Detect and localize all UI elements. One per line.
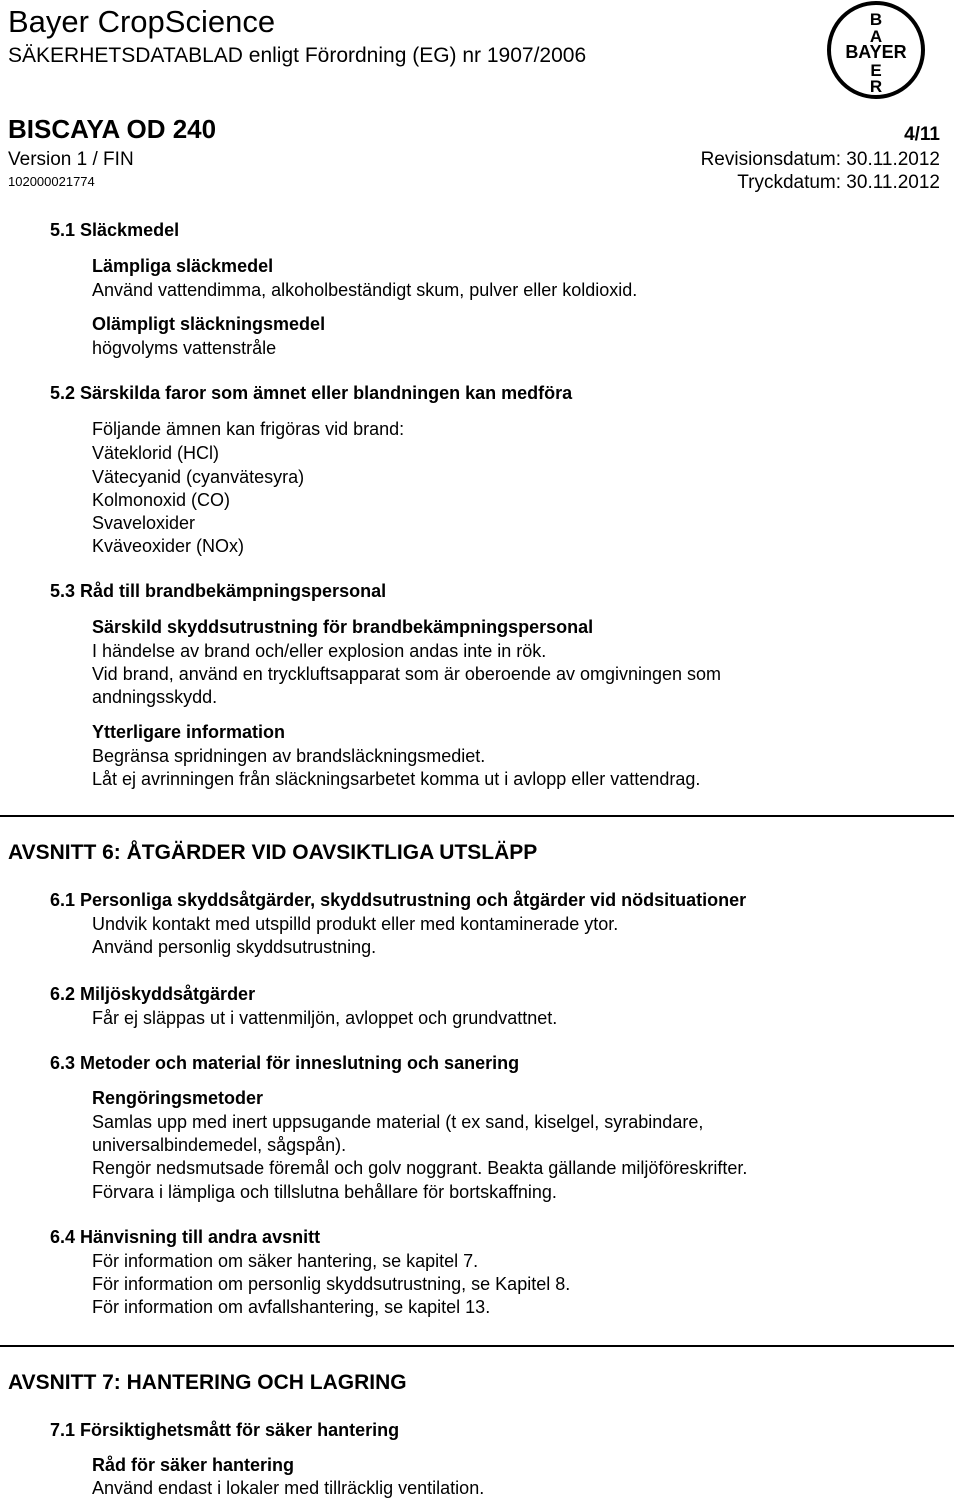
section-6-2-heading: 6.2 Miljöskyddsåtgärder xyxy=(50,984,256,1004)
print-date: Tryckdatum: 30.11.2012 xyxy=(737,172,940,193)
protective-equipment-label: Särskild skyddsutrustning för brandbekämpningspersonal xyxy=(92,617,594,637)
hazard-line: Väteklorid (HCl) xyxy=(92,443,220,463)
cleaning-methods-line: Rengör nedsmutsade föremål och golv noggrant. Beakta gällande miljöföreskrifter. xyxy=(92,1158,748,1178)
section-6-1-line: Använd personlig skyddsutrustning. xyxy=(92,937,377,957)
page-number: 4/11 xyxy=(904,124,940,145)
safe-handling-label: Råd för säker hantering xyxy=(92,1455,295,1475)
bayer-logo xyxy=(826,0,926,100)
section-6-heading: AVSNITT 6: ÅTGÄRDER VID OAVSIKTLIGA UTSLÄPP xyxy=(8,841,538,864)
section-6-4-line: För information om avfallshantering, se kapitel 13. xyxy=(92,1297,491,1317)
section-6-1-heading: 6.1 Personliga skyddsåtgärder, skyddsutrustning och åtgärder vid nödsituationer xyxy=(50,890,747,910)
hazard-line: Kolmonoxid (CO) xyxy=(92,490,231,510)
section-7-1-heading: 7.1 Försiktighetsmått för säker hantering xyxy=(50,1420,400,1440)
hazard-line: Följande ämnen kan frigöras vid brand: xyxy=(92,419,405,439)
protective-equipment-line: I händelse av brand och/eller explosion andas inte in rök. xyxy=(92,641,547,661)
hazard-line: Svaveloxider xyxy=(92,513,196,533)
product-name: BISCAYA OD 240 xyxy=(8,114,217,144)
section-6-1-line: Undvik kontakt med utspilld produkt eller med kontaminerade ytor. xyxy=(92,914,619,934)
cleaning-methods-line: universalbindemedel, sågspån). xyxy=(92,1135,347,1155)
section-7-heading: AVSNITT 7: HANTERING OCH LAGRING xyxy=(8,1371,407,1394)
section-5-3-heading: 5.3 Råd till brandbekämpningspersonal xyxy=(50,581,387,601)
suitable-media-label: Lämpliga släckmedel xyxy=(92,256,274,276)
section-6-2-line: Får ej släppas ut i vattenmiljön, avloppet och grundvattnet. xyxy=(92,1008,558,1028)
section-6-4-heading: 6.4 Hänvisning till andra avsnitt xyxy=(50,1227,321,1247)
section-divider xyxy=(0,1345,954,1347)
further-info-label: Ytterligare information xyxy=(92,722,286,742)
logo-letter-bottom: R xyxy=(869,77,883,96)
version: Version 1 / FIN xyxy=(8,149,134,170)
section-5-1-heading: 5.1 Släckmedel xyxy=(50,220,180,240)
cleaning-methods-line: Samlas upp med inert uppsugande material (t ex sand, kiselgel, syrabindare, xyxy=(92,1112,704,1132)
protective-equipment-line: andningsskydd. xyxy=(92,687,218,707)
section-6-3-heading: 6.3 Metoder och material för inneslutning och sanering xyxy=(50,1053,520,1073)
logo-letter-a: A xyxy=(869,27,883,46)
cleaning-methods-line: Förvara i lämpliga och tillslutna behållare för bortskaffning. xyxy=(92,1182,557,1202)
section-5-2-heading: 5.2 Särskilda faror som ämnet eller blandningen kan medföra xyxy=(50,383,573,403)
revision-date: Revisionsdatum: 30.11.2012 xyxy=(700,149,940,170)
unsuitable-media-label: Olämpligt släckningsmedel xyxy=(92,314,326,334)
hazard-line: Kväveoxider (NOx) xyxy=(92,536,245,556)
document-title: SÄKERHETSDATABLAD enligt Förordning (EG) nr 1907/2006 xyxy=(8,44,587,67)
logo-word-bayer: BAYER xyxy=(845,42,907,62)
cleaning-methods-label: Rengöringsmetoder xyxy=(92,1088,264,1108)
suitable-media-text: Använd vattendimma, alkoholbeständigt skum, pulver eller koldioxid. xyxy=(92,280,638,300)
company-name: Bayer CropScience xyxy=(8,4,276,39)
protective-equipment-line: Vid brand, använd en tryckluftsapparat som är oberoende av omgivningen som xyxy=(92,664,722,684)
further-info-line: Låt ej avrinningen från släckningsarbetet komma ut i avlopp eller vattendrag. xyxy=(92,769,701,789)
logo-letter-e: E xyxy=(870,61,882,80)
unsuitable-media-text: högvolyms vattenstråle xyxy=(92,338,277,358)
logo-letter-top: B xyxy=(869,10,883,29)
safe-handling-line: Använd endast i lokaler med tillräcklig ventilation. xyxy=(92,1478,485,1498)
hazard-line: Vätecyanid (cyanvätesyra) xyxy=(92,467,305,487)
section-6-4-line: För information om säker hantering, se kapitel 7. xyxy=(92,1251,479,1271)
section-divider xyxy=(0,815,954,817)
document-number: 102000021774 xyxy=(8,174,95,189)
section-6-4-line: För information om personlig skyddsutrustning, se Kapitel 8. xyxy=(92,1274,571,1294)
further-info-line: Begränsa spridningen av brandsläckningsmediet. xyxy=(92,746,486,766)
